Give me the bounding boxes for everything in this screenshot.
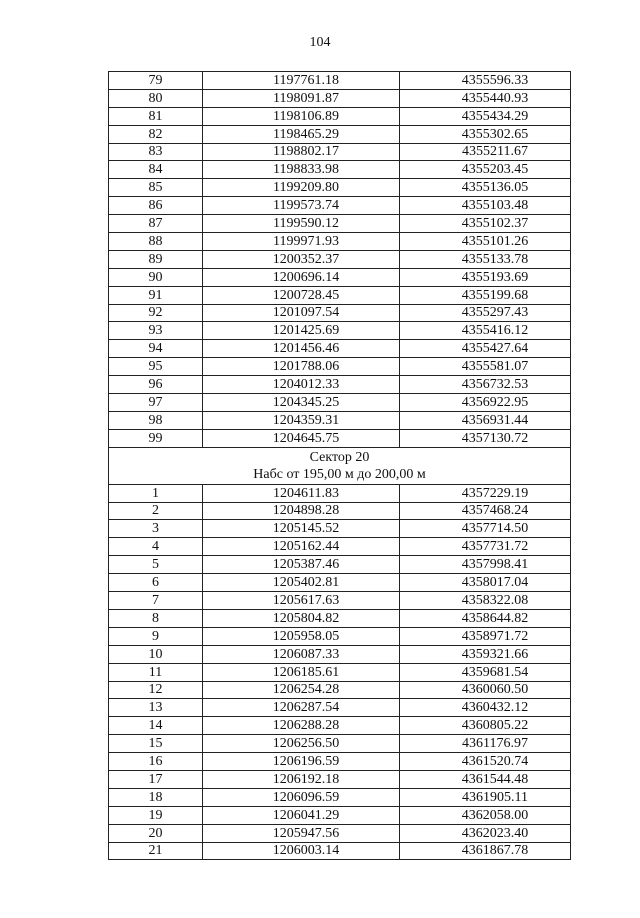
y-coordinate-cell: 4355102.37 [400, 215, 571, 233]
coordinates-rows-before [109, 72, 571, 448]
x-coordinate-cell: 1204012.33 [203, 376, 400, 394]
x-coordinate-cell: 1204359.31 [203, 411, 400, 429]
y-coordinate-cell: 4361520.74 [400, 753, 571, 771]
point-number-cell: 85 [109, 179, 203, 197]
table-row [109, 143, 571, 161]
x-coordinate-cell: 1206041.29 [203, 806, 400, 824]
point-number-cell: 94 [109, 340, 203, 358]
point-number-cell: 81 [109, 107, 203, 125]
y-coordinate-cell: 4357714.50 [400, 520, 571, 538]
table-row [109, 411, 571, 429]
x-coordinate-cell: 1205145.52 [203, 520, 400, 538]
x-coordinate-cell: 1205402.81 [203, 574, 400, 592]
point-number-cell: 9 [109, 627, 203, 645]
point-number-cell: 6 [109, 574, 203, 592]
x-coordinate-cell: 1205387.46 [203, 556, 400, 574]
x-coordinate-cell: 1199209.80 [203, 179, 400, 197]
x-coordinate-cell: 1200728.45 [203, 286, 400, 304]
table-row [109, 538, 571, 556]
x-coordinate-cell: 1206196.59 [203, 753, 400, 771]
y-coordinate-cell: 4358017.04 [400, 574, 571, 592]
point-number-cell: 17 [109, 770, 203, 788]
page-number: 104 [309, 35, 331, 50]
point-number-cell: 87 [109, 215, 203, 233]
table-row [109, 250, 571, 268]
point-number-cell: 83 [109, 143, 203, 161]
table-row [109, 161, 571, 179]
y-coordinate-cell: 4358971.72 [400, 627, 571, 645]
y-coordinate-cell: 4356922.95 [400, 394, 571, 412]
y-coordinate-cell: 4355596.33 [400, 72, 571, 90]
point-number-cell: 84 [109, 161, 203, 179]
table-row [109, 663, 571, 681]
y-coordinate-cell: 4359321.66 [400, 645, 571, 663]
y-coordinate-cell: 4355427.64 [400, 340, 571, 358]
point-number-cell: 80 [109, 89, 203, 107]
y-coordinate-cell: 4357229.19 [400, 484, 571, 502]
table-row [109, 842, 571, 860]
point-number-cell: 21 [109, 842, 203, 860]
table-row [109, 215, 571, 233]
x-coordinate-cell: 1198465.29 [203, 125, 400, 143]
y-coordinate-cell: 4355101.26 [400, 233, 571, 251]
x-coordinate-cell: 1201788.06 [203, 358, 400, 376]
table-row [109, 484, 571, 502]
table-row [109, 717, 571, 735]
y-coordinate-cell: 4355302.65 [400, 125, 571, 143]
point-number-cell: 86 [109, 197, 203, 215]
x-coordinate-cell: 1204345.25 [203, 394, 400, 412]
x-coordinate-cell: 1198106.89 [203, 107, 400, 125]
point-number-cell: 2 [109, 502, 203, 520]
table-row [109, 125, 571, 143]
y-coordinate-cell: 4357130.72 [400, 429, 571, 447]
point-number-cell: 96 [109, 376, 203, 394]
y-coordinate-cell: 4362023.40 [400, 824, 571, 842]
x-coordinate-cell: 1206254.28 [203, 681, 400, 699]
table-row [109, 627, 571, 645]
point-number-cell: 98 [109, 411, 203, 429]
y-coordinate-cell: 4360805.22 [400, 717, 571, 735]
x-coordinate-cell: 1198833.98 [203, 161, 400, 179]
x-coordinate-cell: 1200352.37 [203, 250, 400, 268]
point-number-cell: 20 [109, 824, 203, 842]
x-coordinate-cell: 1205162.44 [203, 538, 400, 556]
y-coordinate-cell: 4355440.93 [400, 89, 571, 107]
table-row [109, 520, 571, 538]
y-coordinate-cell: 4357731.72 [400, 538, 571, 556]
point-number-cell: 13 [109, 699, 203, 717]
x-coordinate-cell: 1198091.87 [203, 89, 400, 107]
point-number-cell: 14 [109, 717, 203, 735]
x-coordinate-cell: 1206192.18 [203, 770, 400, 788]
table-row [109, 268, 571, 286]
x-coordinate-cell: 1201425.69 [203, 322, 400, 340]
point-number-cell: 5 [109, 556, 203, 574]
table-row [109, 574, 571, 592]
table-row [109, 107, 571, 125]
point-number-cell: 18 [109, 788, 203, 806]
section-title: Сектор 20 [309, 449, 370, 465]
table-row [109, 609, 571, 627]
section-header-group [109, 447, 571, 484]
table-row [109, 179, 571, 197]
x-coordinate-cell: 1206185.61 [203, 663, 400, 681]
point-number-cell: 19 [109, 806, 203, 824]
y-coordinate-cell: 4355133.78 [400, 250, 571, 268]
table-row [109, 304, 571, 322]
table-row [109, 233, 571, 251]
y-coordinate-cell: 4355434.29 [400, 107, 571, 125]
y-coordinate-cell: 4360432.12 [400, 699, 571, 717]
table-row [109, 645, 571, 663]
point-number-cell: 3 [109, 520, 203, 538]
table-row [109, 376, 571, 394]
y-coordinate-cell: 4355211.67 [400, 143, 571, 161]
x-coordinate-cell: 1206287.54 [203, 699, 400, 717]
y-coordinate-cell: 4361905.11 [400, 788, 571, 806]
y-coordinate-cell: 4355103.48 [400, 197, 571, 215]
y-coordinate-cell: 4355193.69 [400, 268, 571, 286]
y-coordinate-cell: 4355136.05 [400, 179, 571, 197]
x-coordinate-cell: 1205958.05 [203, 627, 400, 645]
table-row [109, 824, 571, 842]
y-coordinate-cell: 4355581.07 [400, 358, 571, 376]
table-row [109, 770, 571, 788]
point-number-cell: 93 [109, 322, 203, 340]
table-row [109, 394, 571, 412]
coordinates-rows-after [109, 484, 571, 860]
section-subtitle: Набс от 195,00 м до 200,00 м [253, 466, 426, 482]
point-number-cell: 79 [109, 72, 203, 90]
x-coordinate-cell: 1199573.74 [203, 197, 400, 215]
y-coordinate-cell: 4359681.54 [400, 663, 571, 681]
point-number-cell: 15 [109, 735, 203, 753]
y-coordinate-cell: 4357998.41 [400, 556, 571, 574]
y-coordinate-cell: 4358322.08 [400, 592, 571, 610]
x-coordinate-cell: 1205804.82 [203, 609, 400, 627]
x-coordinate-cell: 1204645.75 [203, 429, 400, 447]
table-row [109, 592, 571, 610]
point-number-cell: 10 [109, 645, 203, 663]
table-row [109, 89, 571, 107]
table-row [109, 286, 571, 304]
point-number-cell: 88 [109, 233, 203, 251]
x-coordinate-cell: 1206288.28 [203, 717, 400, 735]
y-coordinate-cell: 4361544.48 [400, 770, 571, 788]
y-coordinate-cell: 4357468.24 [400, 502, 571, 520]
x-coordinate-cell: 1205947.56 [203, 824, 400, 842]
section-header-row [109, 447, 571, 484]
x-coordinate-cell: 1206003.14 [203, 842, 400, 860]
x-coordinate-cell: 1198802.17 [203, 143, 400, 161]
point-number-cell: 90 [109, 268, 203, 286]
x-coordinate-cell: 1206256.50 [203, 735, 400, 753]
table-row [109, 681, 571, 699]
y-coordinate-cell: 4356931.44 [400, 411, 571, 429]
table-row [109, 340, 571, 358]
y-coordinate-cell: 4361176.97 [400, 735, 571, 753]
point-number-cell: 89 [109, 250, 203, 268]
x-coordinate-cell: 1205617.63 [203, 592, 400, 610]
x-coordinate-cell: 1199590.12 [203, 215, 400, 233]
table-row [109, 753, 571, 771]
point-number-cell: 16 [109, 753, 203, 771]
y-coordinate-cell: 4361867.78 [400, 842, 571, 860]
table-row [109, 72, 571, 90]
table-row [109, 699, 571, 717]
point-number-cell: 95 [109, 358, 203, 376]
x-coordinate-cell: 1201097.54 [203, 304, 400, 322]
y-coordinate-cell: 4356732.53 [400, 376, 571, 394]
point-number-cell: 97 [109, 394, 203, 412]
x-coordinate-cell: 1197761.18 [203, 72, 400, 90]
table-row [109, 788, 571, 806]
point-number-cell: 7 [109, 592, 203, 610]
table-row [109, 197, 571, 215]
x-coordinate-cell: 1206096.59 [203, 788, 400, 806]
coordinates-table [108, 71, 571, 860]
table-row [109, 429, 571, 447]
table-row [109, 735, 571, 753]
x-coordinate-cell: 1201456.46 [203, 340, 400, 358]
x-coordinate-cell: 1199971.93 [203, 233, 400, 251]
point-number-cell: 92 [109, 304, 203, 322]
y-coordinate-cell: 4355199.68 [400, 286, 571, 304]
y-coordinate-cell: 4358644.82 [400, 609, 571, 627]
table-row [109, 322, 571, 340]
x-coordinate-cell: 1204898.28 [203, 502, 400, 520]
y-coordinate-cell: 4360060.50 [400, 681, 571, 699]
point-number-cell: 82 [109, 125, 203, 143]
point-number-cell: 11 [109, 663, 203, 681]
x-coordinate-cell: 1200696.14 [203, 268, 400, 286]
point-number-cell: 99 [109, 429, 203, 447]
table-row [109, 556, 571, 574]
table-row [109, 502, 571, 520]
point-number-cell: 4 [109, 538, 203, 556]
point-number-cell: 91 [109, 286, 203, 304]
point-number-cell: 1 [109, 484, 203, 502]
y-coordinate-cell: 4362058.00 [400, 806, 571, 824]
y-coordinate-cell: 4355203.45 [400, 161, 571, 179]
section-header-cell [109, 447, 571, 484]
y-coordinate-cell: 4355297.43 [400, 304, 571, 322]
x-coordinate-cell: 1206087.33 [203, 645, 400, 663]
point-number-cell: 8 [109, 609, 203, 627]
table-row [109, 358, 571, 376]
x-coordinate-cell: 1204611.83 [203, 484, 400, 502]
point-number-cell: 12 [109, 681, 203, 699]
table-row [109, 806, 571, 824]
y-coordinate-cell: 4355416.12 [400, 322, 571, 340]
